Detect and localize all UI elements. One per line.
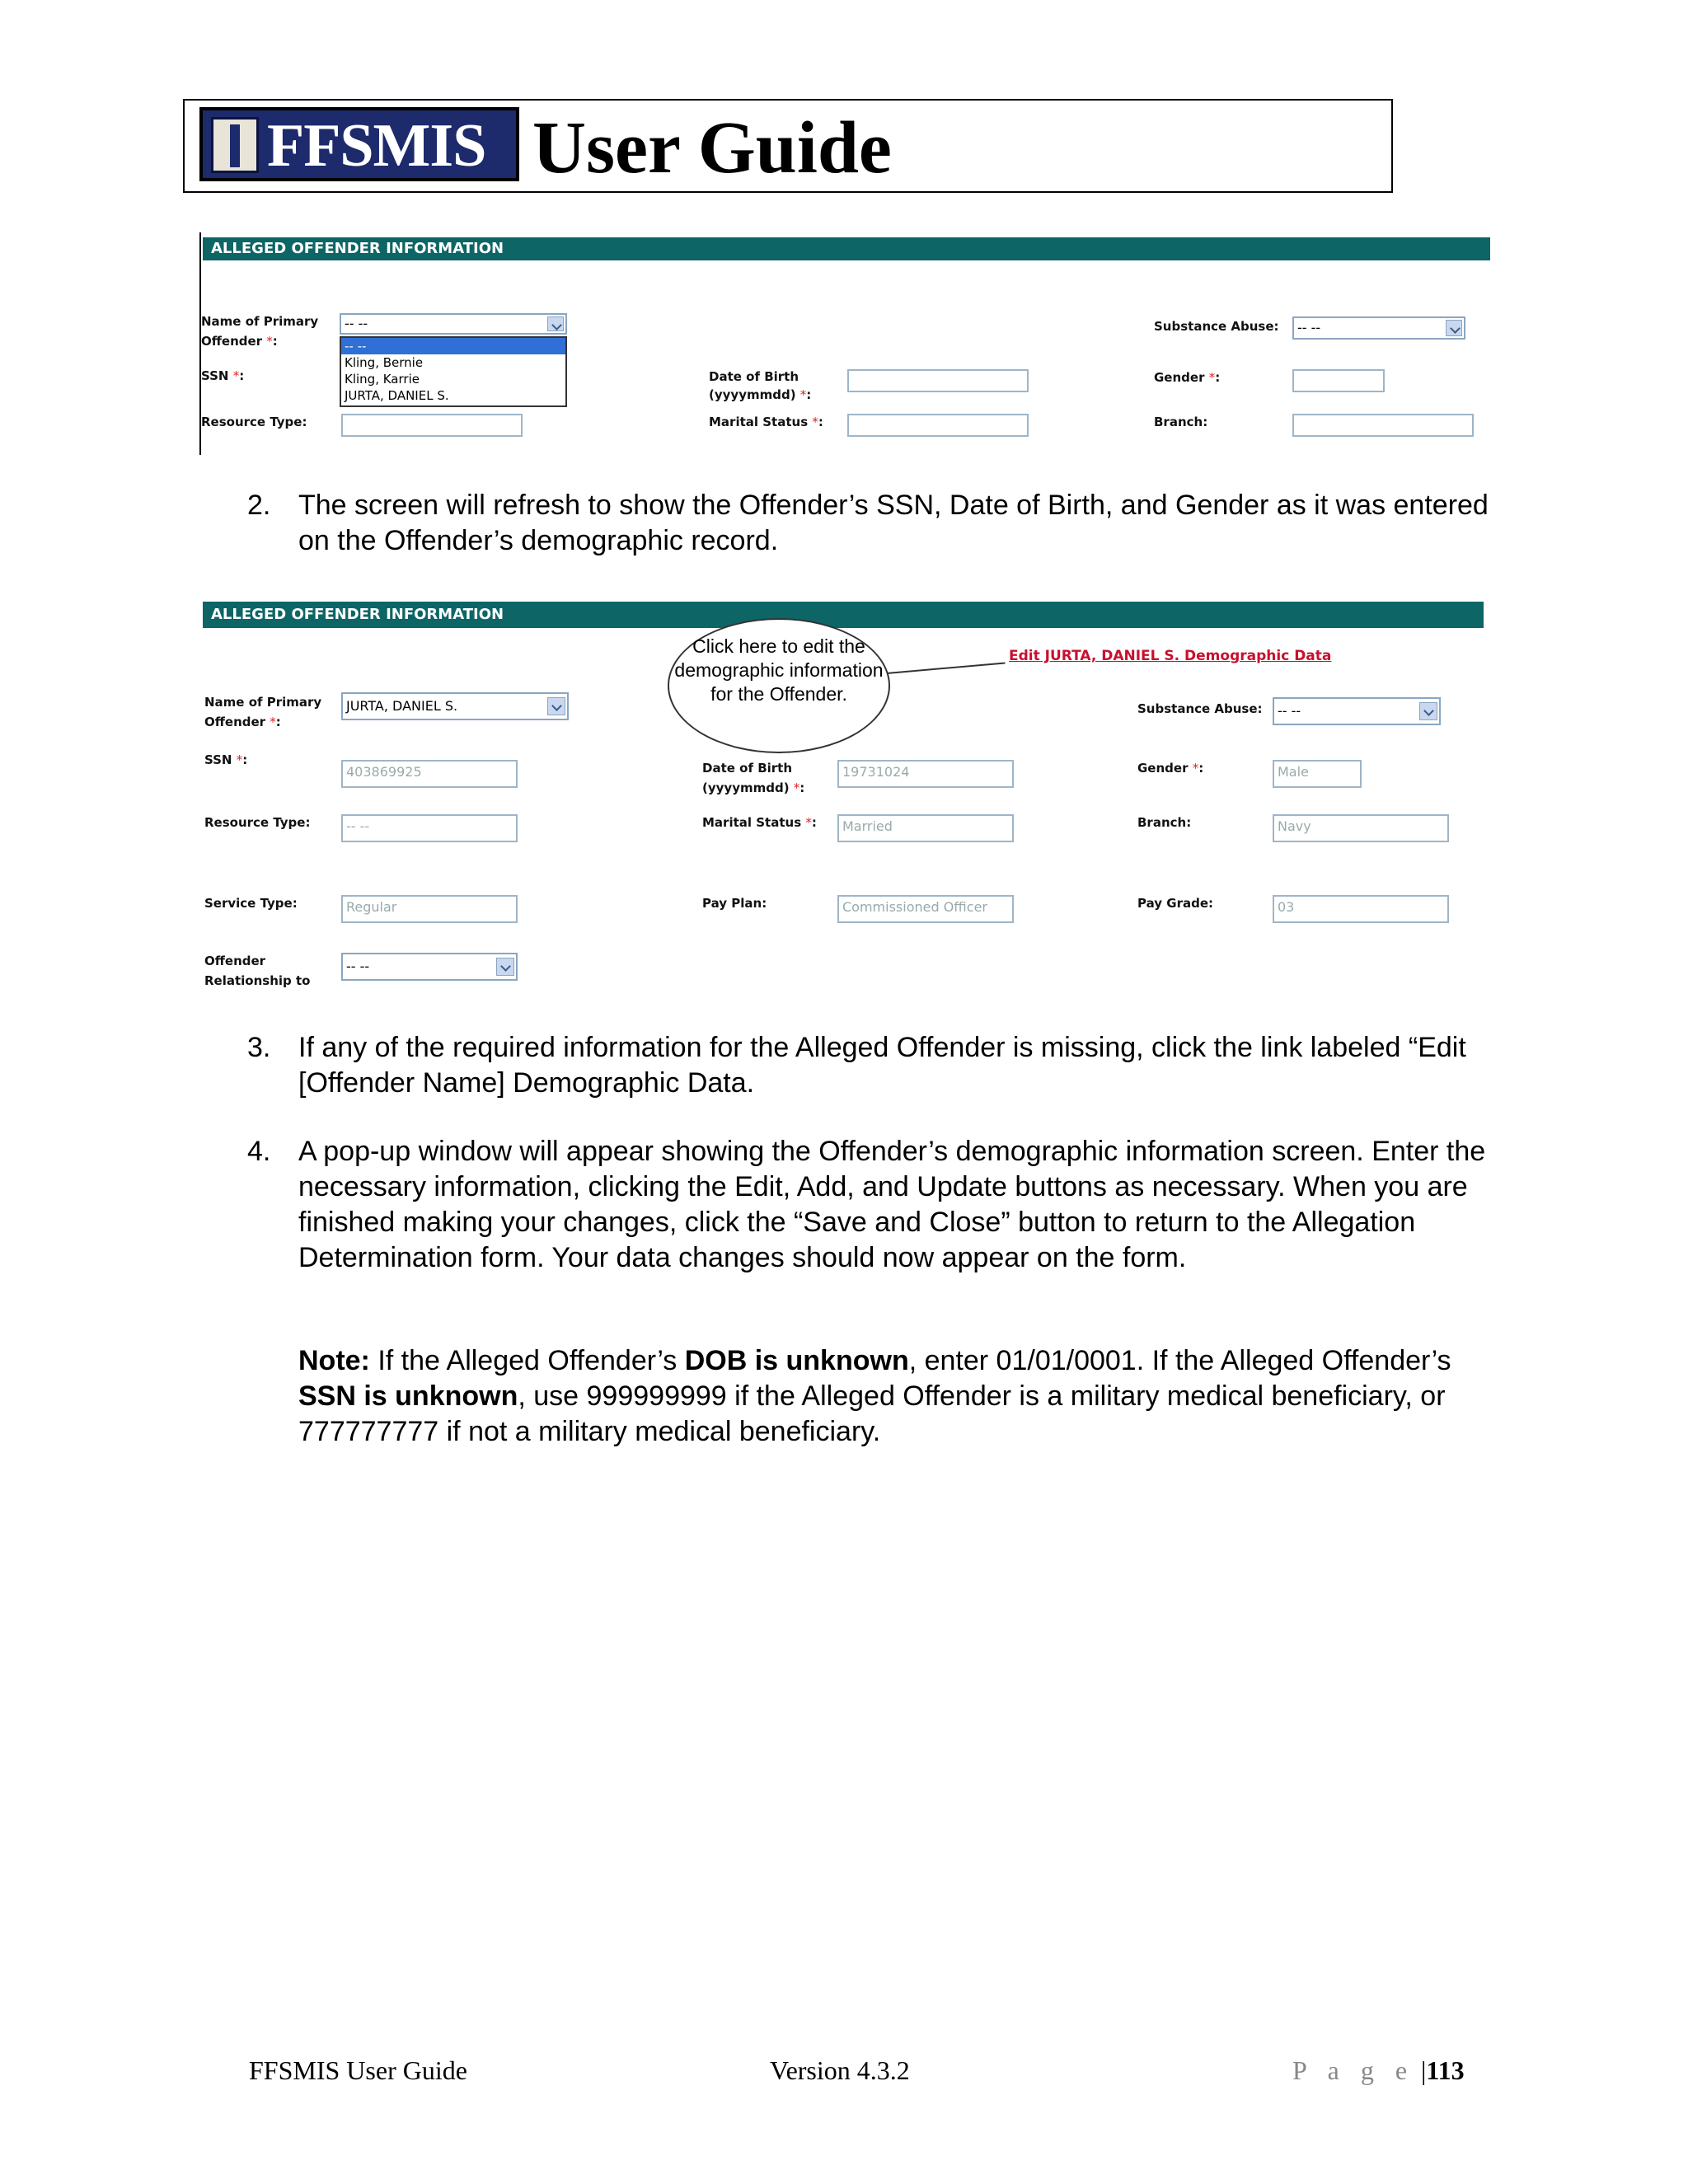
resource-type-field[interactable]: -- -- (341, 814, 518, 842)
substance-abuse-select[interactable]: -- -- (1273, 697, 1441, 725)
ssn-label: SSN *: (201, 368, 245, 383)
footer-version: Version 4.3.2 (770, 2055, 910, 2085)
offender-dropdown-list[interactable] (340, 336, 567, 407)
panel-title: ALLEGED OFFENDER INFORMATION (203, 237, 1490, 260)
resource-type-label: Resource Type: (201, 415, 307, 429)
dob-field[interactable]: 19731024 (837, 760, 1014, 788)
edit-demographic-data-link[interactable]: Edit JURTA, DANIEL S. Demographic Data (1009, 648, 1332, 664)
marital-status-label: Marital Status *: (709, 415, 823, 429)
primary-offender-select[interactable]: JURTA, DANIEL S. (341, 692, 569, 720)
logo-text: FFSMIS (267, 112, 486, 180)
dropdown-option[interactable]: Kling, Bernie (345, 355, 424, 370)
footer-page (1292, 2054, 1465, 2087)
page-number: 113 (1426, 2055, 1465, 2085)
service-type-field[interactable]: Regular (341, 895, 518, 923)
guide-header (183, 99, 1393, 193)
note-text-3: , use 999999999 if the Alleged Offender is a military medical beneficiary, or 777777777 if not a military medical beneficiary. (298, 1380, 1446, 1447)
marital-status-field[interactable] (847, 414, 1029, 437)
primary-offender-label: Name of Primary Offender *: (204, 695, 322, 729)
step-text: The screen will refresh to show the Offender’s SSN, Date of Birth, and Gender as it was entered on the Offender’s demographic record. (298, 490, 1489, 556)
primary-offender-label: Name of Primary Offender *: (201, 314, 319, 349)
note-bold-ssn: SSN is unknown (298, 1380, 518, 1412)
ffsmis-logo (199, 107, 519, 181)
note-paragraph (298, 1343, 1502, 1450)
pay-plan-label: Pay Plan: (702, 896, 767, 911)
service-type-label: Service Type: (204, 896, 298, 911)
offender-panel-filled (203, 602, 1484, 997)
note-text-1: If the Alleged Offender’s (369, 1345, 685, 1376)
dob-field[interactable] (847, 369, 1029, 392)
pillar-icon (211, 117, 259, 173)
step-text: If any of the required information for the Alleged Offender is missing, click the link labeled “Edit [Offender Name] Demographic Data. (298, 1032, 1466, 1099)
panel-title: ALLEGED OFFENDER INFORMATION (203, 602, 1484, 628)
step-number: 3. (247, 1032, 271, 1063)
substance-abuse-label: Substance Abuse: (1137, 701, 1263, 716)
substance-abuse-select[interactable]: -- -- (1292, 316, 1465, 340)
marital-status-label: Marital Status *: (702, 815, 817, 830)
callout-bubble: Click here to edit the demographic information for the Offender. (668, 618, 890, 753)
step-text: A pop-up window will appear showing the Offender’s demographic information screen. Enter the necessary information, clicking the Edit, Add, and Update buttons as necessary. When you are finished making your changes, click the “Save and Close” button to return to the Allegation Determination form. Your data changes should now appear on the form. (298, 1136, 1486, 1273)
step-2 (247, 488, 1500, 562)
note-text-2: , enter 01/01/0001. If the Alleged Offender’s (908, 1345, 1451, 1376)
offender-panel-dropdown (199, 232, 1490, 455)
gender-label: Gender *: (1137, 761, 1204, 776)
branch-field[interactable] (1292, 414, 1474, 437)
dropdown-option[interactable]: -- -- (341, 338, 565, 354)
pay-grade-field[interactable]: 03 (1273, 895, 1449, 923)
chevron-down-icon[interactable] (496, 958, 514, 976)
pay-grade-label: Pay Grade: (1137, 896, 1213, 911)
gender-field[interactable] (1292, 369, 1385, 392)
note-label: Note: (298, 1345, 370, 1376)
marital-status-field[interactable]: Married (837, 814, 1014, 842)
dropdown-option[interactable]: JURTA, DANIEL S. (345, 388, 449, 403)
substance-abuse-label: Substance Abuse: (1154, 319, 1279, 334)
chevron-down-icon[interactable] (547, 316, 564, 331)
dropdown-option[interactable]: Kling, Karrie (345, 372, 420, 387)
resource-type-label: Resource Type: (204, 815, 311, 830)
pay-plan-field[interactable]: Commissioned Officer (837, 895, 1014, 923)
branch-label: Branch: (1137, 815, 1192, 830)
page-separator: | (1421, 2055, 1427, 2085)
chevron-down-icon[interactable] (1446, 320, 1462, 336)
step-number: 2. (247, 490, 271, 521)
gender-label: Gender *: (1154, 370, 1221, 385)
step-4 (247, 1134, 1500, 1315)
chevron-down-icon[interactable] (547, 697, 565, 715)
branch-label: Branch: (1154, 415, 1208, 429)
callout-leader-line (887, 662, 1006, 674)
dob-label: Date of Birth (yyyymmdd) *: (709, 369, 812, 402)
branch-field[interactable]: Navy (1273, 814, 1449, 842)
ssn-label: SSN *: (204, 752, 248, 767)
note-bold-dob: DOB is unknown (684, 1345, 909, 1376)
footer-left: FFSMIS User Guide (249, 2055, 467, 2085)
primary-offender-select[interactable]: -- -- (340, 313, 567, 335)
guide-title: User Guide (532, 107, 892, 189)
dob-label: Date of Birth (yyyymmdd) *: (702, 761, 805, 795)
step-number: 4. (247, 1136, 271, 1167)
step-3 (247, 1030, 1500, 1104)
page-label: P a g e (1292, 2055, 1415, 2085)
gender-field[interactable]: Male (1273, 760, 1362, 788)
offender-relationship-label: Offender Relationship to (204, 954, 311, 988)
chevron-down-icon[interactable] (1419, 702, 1437, 720)
resource-type-field[interactable] (341, 414, 523, 437)
ssn-field[interactable]: 403869925 (341, 760, 518, 788)
offender-relationship-select[interactable]: -- -- (341, 953, 518, 981)
